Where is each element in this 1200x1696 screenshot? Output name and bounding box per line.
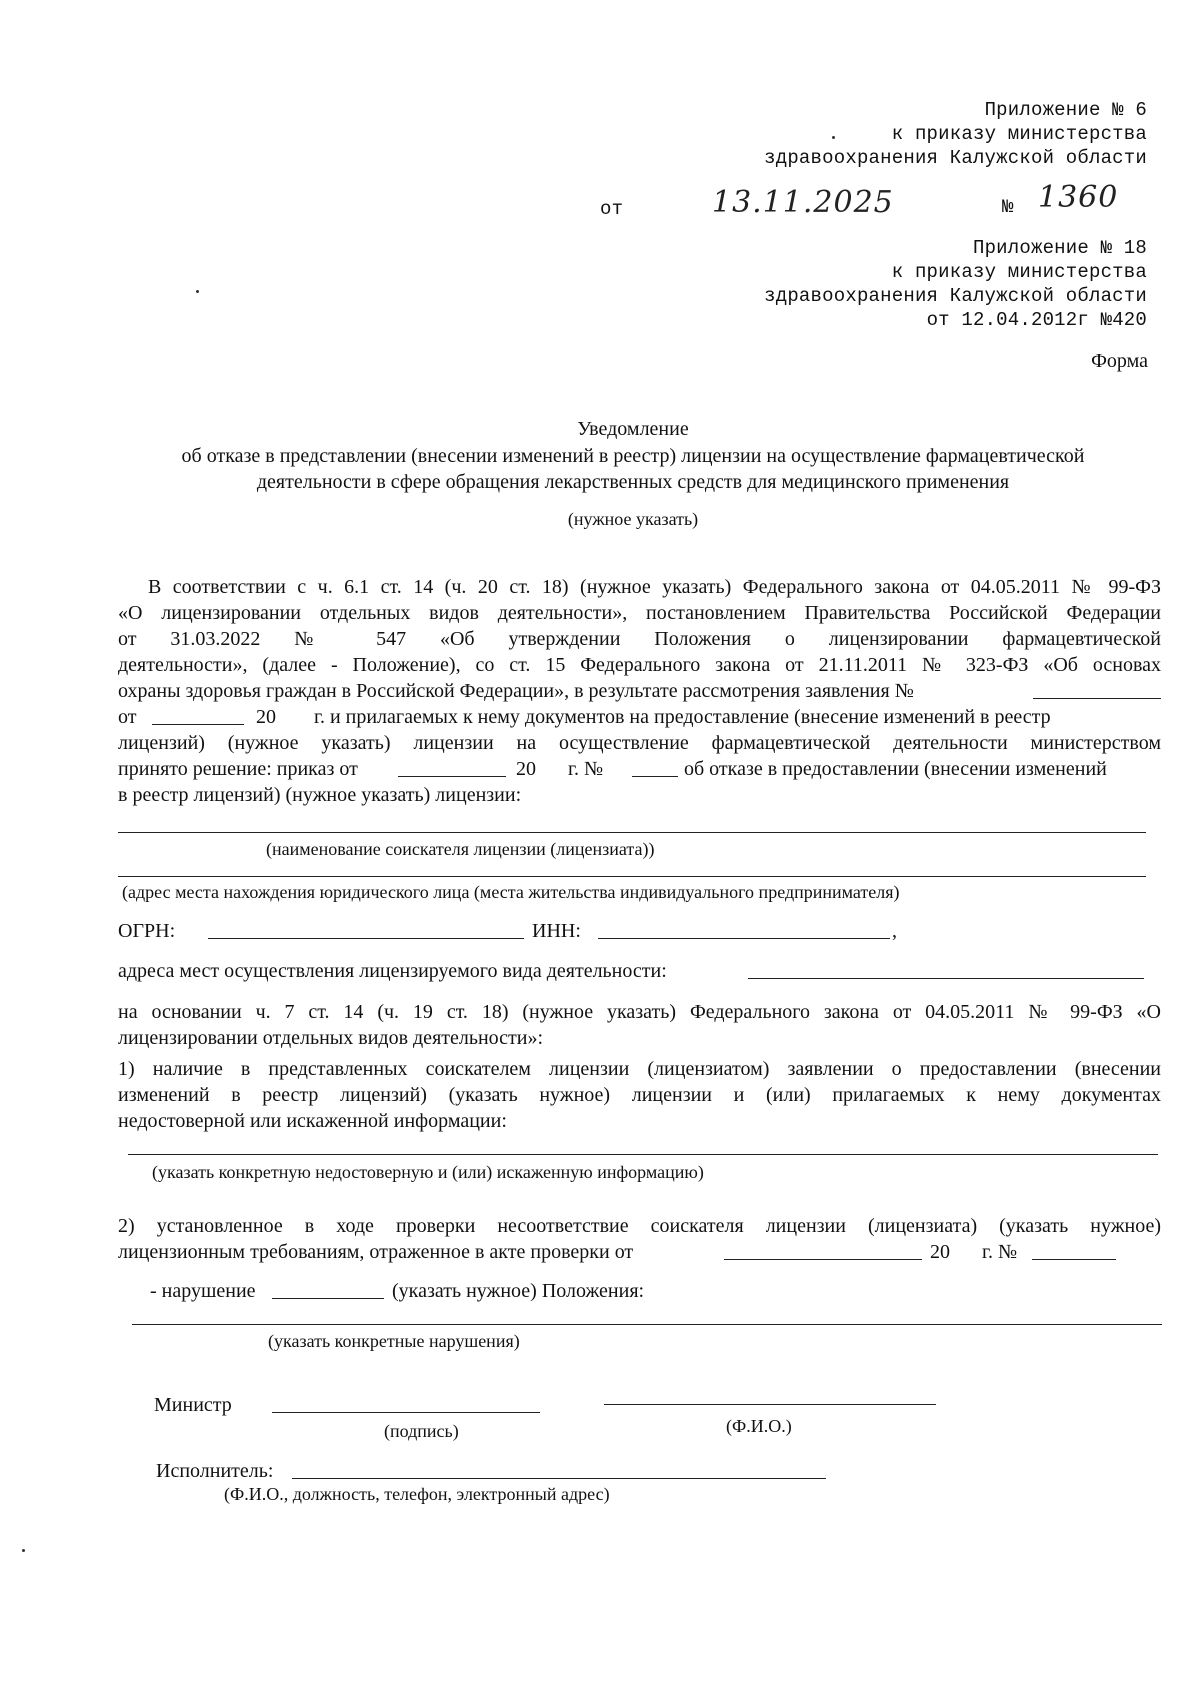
paragraph1-line6-year: 20 [256,706,276,728]
paragraph2-line2: лицензировании отдельных видов деятельности»: [118,1027,544,1049]
paragraph1-line7: лицензий) (нужное указать) лицензии на осуществление фармацевтической деятельности министерством [118,732,1161,754]
paragraph1-line3: от 31.03.2022 № 547 «Об утверждении Положения о лицензировании фармацевтической [118,628,1161,650]
document-subtitle-note: (нужное указать) [567,509,699,529]
inn-comma: , [892,920,897,942]
executor-caption: (Ф.И.О., должность, телефон, электронный адрес) [224,1484,610,1504]
scan-speck [196,290,199,293]
paragraph1-line8-year: 20 [516,758,536,780]
paragraph1-line5: охраны здоровья граждан в Российской Федерации», в результате рассмотрения заявления № [118,680,914,702]
handwritten-order-number: 1360 [1038,180,1119,215]
violation-clause-blank [272,1298,384,1299]
paragraph1-line6-from: от [118,706,137,728]
signature-caption: (подпись) [384,1421,459,1441]
paragraph1-line4: деятельности», (далее - Положение), со ст. 15 Федерального закона от 21.11.2011 № 323-ФЗ «Об основах [118,654,1161,676]
reason2-line2-no: г. № [982,1241,1018,1263]
paragraph1-line1: В соответствии с ч. 6.1 ст. 14 (ч. 20 ст. 18) (нужное указать) Федерального закона от 04.05.2011 № 99-ФЗ [148,576,1161,598]
appendix-18-order: к приказу министерства [891,261,1147,283]
inn-field [598,938,890,939]
reason2-line2-year: 20 [930,1241,950,1263]
executor-field [292,1478,826,1479]
minister-label: Министр [154,1394,232,1416]
inn-label: ИНН: [532,920,581,942]
reason1-line2: изменений в реестр лицензий) (указать нужное) лицензии и (или) прилагаемых к нему документах [118,1084,1161,1106]
paragraph1-line6-rest: г. и прилагаемых к нему документов на предоставление (внесение изменений в реестр [314,706,1051,728]
appendix-18-title: Приложение № 18 [972,237,1147,259]
appendix-18-ministry: здравоохранения Калужской области [764,285,1147,307]
application-date-blank [152,724,244,725]
applicant-name-field [118,832,1146,833]
minister-signature-field [272,1412,540,1413]
activity-addresses-label: адреса мест осуществления лицензируемого вида деятельности: [118,960,667,982]
handwritten-order-date: 13.11.2025 [712,185,894,220]
ogrn-field [208,938,524,939]
appendix-6-title: Приложение № 6 [984,99,1147,121]
order-number-label: № [1002,196,1014,218]
applicant-name-caption: (наименование соискателя лицензии (лицензиата)) [266,839,655,859]
paragraph1-line8-rest: об отказе в предоставлении (внесении изменений [684,758,1107,780]
reason1-line1: 1) наличие в представленных соискателем лицензии (лицензиатом) заявлении о предоставлении (внесении [118,1058,1161,1080]
order-number-blank [632,776,678,777]
reason2-line2: лицензионным требованиям, отраженное в акте проверки от [118,1241,634,1263]
order-date-label: от [600,198,624,220]
paragraph1-line2: «О лицензировании отдельных видов деятельности», постановлением Правительства Российской Федерации [118,602,1161,624]
document-title: Уведомление [577,418,689,440]
violation-label: - нарушение [150,1280,256,1302]
violation-regulation: (указать нужное) Положения: [392,1280,645,1302]
minister-name-field [604,1404,936,1405]
executor-label: Исполнитель: [156,1460,274,1482]
paragraph2-line1: на основании ч. 7 ст. 14 (ч. 19 ст. 18) (нужное указать) Федерального закона от 04.05.2011 № 99-ФЗ «О [118,1001,1161,1023]
inspection-act-date-blank [724,1259,922,1260]
ogrn-label: ОГРН: [118,920,176,942]
name-caption: (Ф.И.О.) [726,1416,792,1436]
activity-addresses-field [748,978,1144,979]
paragraph1-line8-no: г. № [568,758,604,780]
order-date-blank [398,776,506,777]
application-number-blank [1033,698,1161,699]
reason1-line3: недостоверной или искаженной информации: [118,1110,507,1132]
form-label: Форма [1091,350,1148,372]
paragraph1-line8-order: принято решение: приказ от [118,758,358,780]
false-information-field [128,1154,1158,1155]
violations-field [132,1324,1162,1325]
applicant-address-caption: (адрес места нахождения юридического лица (места жительства индивидуального предпринимателя) [122,882,900,902]
scan-speck [832,136,835,139]
scan-speck [22,1549,25,1552]
violations-caption: (указать конкретные нарушения) [268,1331,520,1351]
false-information-caption: (указать конкретную недостоверную и (или) искаженную информацию) [152,1162,704,1182]
appendix-6-order: к приказу министерства [891,123,1147,145]
document-subtitle-line1: об отказе в представлении (внесении изменений в реестр) лицензии на осуществление фармацевтической [181,445,1085,467]
paragraph1-line9: в реестр лицензий) (нужное указать) лицензии: [118,784,522,806]
document-subtitle-line2: деятельности в сфере обращения лекарственных средств для медицинского применения [256,471,1010,493]
inspection-act-number-blank [1032,1259,1116,1260]
reason2-line1: 2) установленное в ходе проверки несоответствие соискателя лицензии (лицензиата) (указать нужное) [118,1215,1161,1237]
appendix-18-date: от 12.04.2012г №420 [926,309,1147,331]
appendix-6-ministry: здравоохранения Калужской области [764,147,1147,169]
applicant-address-field [118,876,1146,877]
